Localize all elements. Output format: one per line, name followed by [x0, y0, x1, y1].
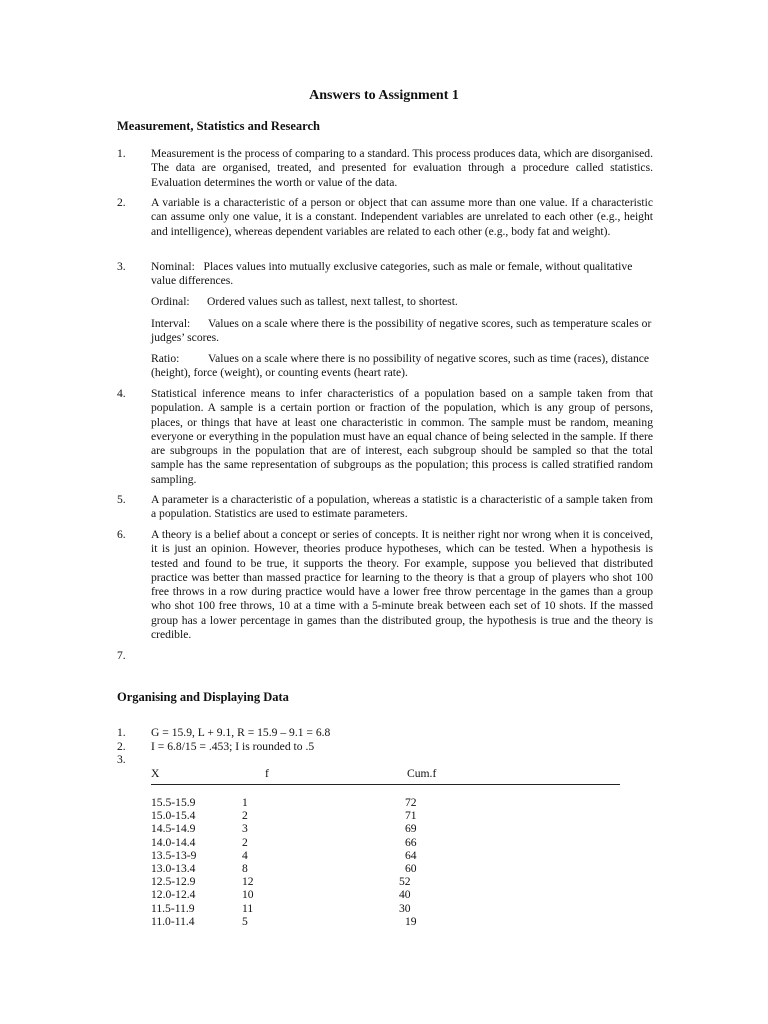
cell-x: 12.5-12.9 [151, 875, 196, 889]
scale-interval [151, 317, 653, 346]
item-number: 5. [117, 493, 126, 506]
item-text: Statistical inference means to infer characteristics of a population based on a sample taken from that population. A sample is a certain portion or fraction of the population, which is any group of persons, places, or things that have at least one characteristic in common. The sample must be random, meaning everyone or everything in the population must have an equal chance of being selected in the sample. If there are subgroups in the population that are of interest, each subgroup should be sampled so that the total sample has the same representation of subgroups as the population; this process is called stratified random sampling. [151, 387, 653, 486]
column-header-cumf: Cum.f [407, 767, 437, 780]
table-row [151, 915, 621, 928]
cell-x: 11.0-11.4 [151, 914, 195, 928]
cell-x: 15.5-15.9 [151, 796, 196, 809]
answer-item-3 [117, 260, 653, 289]
table-row [151, 888, 621, 901]
cell-cumf: 30 [399, 901, 411, 915]
answer-item-2 [117, 196, 653, 239]
cell-x: 15.0-15.4 [151, 809, 196, 823]
table-row [151, 796, 621, 809]
scale-text-ratio: Values on a scale where there is no possibility of negative scores, such as time (races), distance (height), force (weight), or counting events (heart rate). [151, 352, 650, 380]
cell-f: 4 [242, 848, 248, 862]
cell-cumf: 52 [399, 875, 411, 889]
answer-item-4 [117, 387, 653, 487]
item-number: 1. [117, 147, 126, 160]
item-number: 3. [117, 753, 126, 766]
section-heading-measurement: Measurement, Statistics and Research [117, 119, 320, 133]
table-row [151, 822, 621, 835]
item-text: A parameter is a characteristic of a population, whereas a statistic is a characteristic of a sample taken from a population. Statistics are used to estimate parameters. [151, 493, 653, 521]
scale-label-ratio: Ratio: [151, 352, 180, 365]
cell-cumf: 19 [405, 914, 417, 928]
cell-f: 12 [242, 875, 254, 889]
scale-text-ordinal: Ordered values such as tallest, next tallest, to shortest. [207, 295, 458, 308]
cell-x: 14.5-14.9 [151, 822, 196, 836]
scale-text-interval: Values on a scale where there is the possibility of negative scores, such as temperature scales or judges’ scores. [151, 317, 652, 345]
cell-f: 10 [242, 888, 254, 902]
document-title: Answers to Assignment 1 [309, 88, 459, 103]
cell-f: 2 [242, 835, 248, 849]
item-number: 7. [117, 649, 126, 662]
cell-x: 14.0-14.4 [151, 835, 196, 849]
cell-cumf: 40 [399, 888, 411, 902]
table-header [151, 767, 621, 781]
column-header-f: f [265, 767, 269, 780]
table-rule [151, 784, 620, 785]
cell-f: 2 [242, 809, 248, 823]
answer-item-5 [117, 493, 653, 522]
item-text: G = 15.9, L + 9.1, R = 15.9 – 9.1 = 6.8 [151, 726, 331, 739]
item-number: 2. [117, 196, 126, 209]
cell-cumf: 71 [405, 809, 417, 823]
frequency-table [151, 767, 621, 928]
scale-label-nominal: Nominal: [151, 260, 195, 273]
scale-ordinal [151, 295, 653, 309]
scale-label-ordinal: Ordinal: [151, 295, 190, 308]
answer-item-1 [117, 147, 653, 190]
cell-x: 12.0-12.4 [151, 888, 196, 902]
table-row [151, 875, 621, 888]
item-text [151, 260, 653, 289]
item-number: 4. [117, 387, 126, 400]
cell-f: 1 [242, 796, 248, 809]
scale-text-nominal: Places values into mutually exclusive categories, such as male or female, without qualitative value differences. [151, 260, 633, 288]
table-row [151, 862, 621, 875]
item-text: Measurement is the process of comparing to a standard. This process produces data, which are disorganised. The data are organised, treated, and presented for evaluation through a procedure called statistics. Evaluation determines the worth or value of the data. [151, 147, 653, 189]
item-text: A theory is a belief about a concept or series of concepts. It is neither right nor wrong when it is conceived, it is just an opinion. However, theories produce hypotheses, which can be tested. When a hypothesis is tested and found to be true, it supports the theory. For example, suppose you believed that distributed practice was better than massed practice for learning to the theory is that a group of players who shot 100 free throws in a row during practice would have a lower free throw percentage in the games than a group who shot 100 free throws, 10 at a time with a 5-minute break between each set of 10 shots. If the massed group has a lower percentage in games than the distributed group, the hypothesis is true and the theory is credible. [151, 528, 653, 642]
table-body [151, 796, 621, 928]
cell-f: 8 [242, 861, 248, 875]
answer-item-6 [117, 528, 653, 642]
item-number: 6. [117, 528, 126, 541]
table-row [151, 809, 621, 822]
table-row [151, 836, 621, 849]
scale-label-interval: Interval: [151, 317, 191, 330]
table-row [151, 902, 621, 915]
cell-x: 13.0-13.4 [151, 861, 196, 875]
item-text: A variable is a characteristic of a person or object that can assume more than one value. If a characteristic can assume only one value, it is a constant. Independent variables are unrelated to each other (e.g., height and intelligence), whereas dependent variables are related to each other (e.g., body fat and weight). [151, 196, 653, 238]
item-text: I = 6.8/15 = .453; I is rounded to .5 [151, 739, 315, 753]
section-heading-organising: Organising and Displaying Data [117, 690, 289, 704]
cell-x: 13.5-13-9 [151, 848, 197, 862]
cell-f: 11 [242, 901, 254, 915]
cell-cumf: 69 [405, 822, 417, 836]
item-number: 3. [117, 260, 126, 273]
scale-ratio [151, 352, 653, 381]
cell-cumf: 72 [405, 796, 417, 809]
item-number: 1. [117, 726, 126, 739]
cell-f: 3 [242, 822, 248, 836]
column-header-x: X [151, 767, 160, 780]
table-row [151, 849, 621, 862]
cell-cumf: 66 [405, 835, 417, 849]
cell-cumf: 64 [405, 848, 417, 862]
cell-f: 5 [242, 914, 248, 928]
cell-x: 11.5-11.9 [151, 901, 195, 915]
cell-cumf: 60 [405, 861, 417, 875]
item-number: 2. [117, 739, 126, 753]
